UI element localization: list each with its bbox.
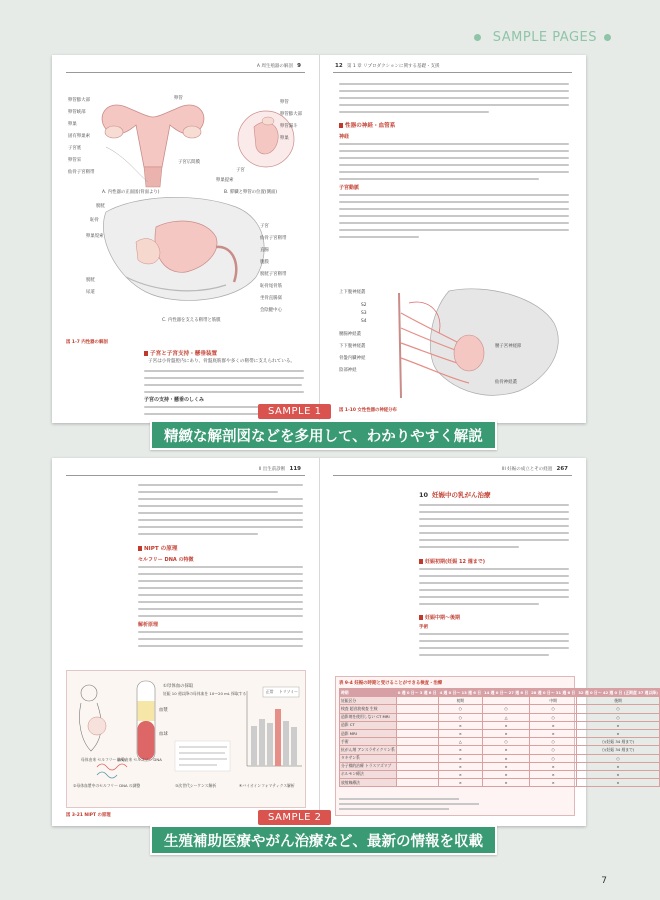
table-cell: ○: [530, 754, 577, 762]
row-label: 造影 CT: [340, 721, 397, 729]
table-cell: [396, 713, 438, 721]
table-cell: [396, 762, 438, 770]
table-header: 28 週 0 日〜 31 週 6 日: [530, 689, 577, 697]
nipt-label-3: 血球: [159, 732, 168, 737]
nipt-label-2: 血漿: [159, 708, 168, 713]
table-row: [340, 713, 660, 721]
table-cell: ○: [530, 738, 577, 746]
table-cell: ×: [577, 779, 660, 787]
table-row: [340, 779, 660, 787]
nipt-label-9: 正常: [266, 689, 274, 694]
table-cell: ×: [438, 746, 482, 754]
table-cell: [396, 779, 438, 787]
spread1-right-page: [319, 55, 586, 423]
nipt-label-7: ③次世代シーケンス解析: [175, 783, 217, 788]
section-heading: 性器の神経・血管系: [339, 121, 395, 129]
label-b-5: 卵巣提索: [216, 178, 234, 183]
table-cell: [396, 729, 438, 737]
spread2-right-page: [319, 458, 658, 826]
nipt-label-0: ①母体血の採取: [163, 684, 194, 689]
table-cell: ×: [577, 721, 660, 729]
table-cell: [396, 754, 438, 762]
table-row: [340, 770, 660, 778]
section-heading: 子宮と子宮支持・懸垂装置: [144, 349, 217, 357]
label-a-0: 卵管膨大部: [68, 98, 90, 103]
table-cell: ○: [438, 713, 482, 721]
nerve-label-3: S4: [361, 319, 367, 324]
table-cell: ×: [438, 762, 482, 770]
fig-c-caption: C. 内性器を支える靭帯と筋膜: [162, 318, 221, 323]
table-cell: ○(妊娠 34 週まで): [577, 738, 660, 746]
dot-icon: [474, 34, 481, 41]
dot-icon: [604, 34, 611, 41]
table-header: 時期: [340, 689, 397, 697]
row-label: 造影 MRI: [340, 729, 397, 737]
table-cell: ×: [438, 721, 482, 729]
mid-late-heading: 妊娠中期〜後期: [419, 614, 460, 621]
label-a-5: 卵管采: [68, 158, 82, 163]
nerve-figure: [339, 283, 571, 403]
table-cell: ×: [577, 762, 660, 770]
table-cell: ×: [483, 770, 530, 778]
sample-2-tag: SAMPLE 2: [258, 810, 331, 825]
table-cell: ×: [530, 721, 577, 729]
table-header: 32 週 0 日〜 42 週 0 日 (正期産 37 週以降): [577, 689, 660, 697]
table-cell: ×: [483, 729, 530, 737]
table-cell: ×: [438, 779, 482, 787]
label-c-4: 仙骨子宮靭帯: [260, 236, 287, 241]
table-cell: ×: [438, 729, 482, 737]
label-c-1: 恥骨: [90, 218, 99, 223]
table-row: [340, 705, 660, 713]
table-cell: ○: [483, 738, 530, 746]
nerve-label-0: 上下腹神経叢: [339, 290, 366, 295]
row-label: 検査 超音波検査 生検: [340, 705, 397, 713]
row-label: 妊娠区分: [340, 697, 397, 705]
table-cell: ×: [577, 770, 660, 778]
table-header: 14 週 0 日〜 27 週 6 日: [483, 689, 530, 697]
table-cell: 初期: [438, 697, 482, 705]
label-a-1: 卵管峡部: [68, 110, 86, 115]
nipt-label-8: ④バイオインフォマティクス解析: [239, 783, 295, 788]
table-cell: [396, 770, 438, 778]
table-cell: [396, 746, 438, 754]
sub-heading-artery: 子宮動脈: [339, 185, 360, 191]
label-b-4: 子宮: [236, 168, 245, 173]
table-cell: [396, 697, 438, 705]
label-a-4: 子宮底: [68, 146, 82, 151]
label-b-3: 卵巣: [280, 136, 289, 141]
nipt-principle-heading: NIPT の原理: [138, 544, 177, 552]
table-cell: ×: [483, 721, 530, 729]
table-cell: ×: [577, 729, 660, 737]
sample-spread-2: [52, 458, 658, 826]
sub-heading-nerve: 神経: [339, 134, 350, 140]
fig-b-caption: B. 膵臓と卵管の位置(側面): [224, 190, 278, 195]
surgery-heading: 手術: [419, 625, 429, 630]
cfdna-heading: セルフリー DNA の特徴: [138, 557, 194, 563]
table-cell: ○: [438, 705, 482, 713]
table-cell: 後期: [577, 697, 660, 705]
row-label: 放射線療法: [340, 779, 397, 787]
table-caption: 表 9-4 妊娠の時期と受けることができる検査・治療: [339, 681, 443, 686]
nerve-label-2: S3: [361, 311, 367, 316]
table-cell: ○: [483, 705, 530, 713]
label-c-3: 子宮: [260, 224, 269, 229]
table-header: 4 週 0 日〜 13 週 6 日: [438, 689, 482, 697]
nipt-label-1: 妊娠 10 週以降の母体血を 10〜20 mL 採取する: [163, 691, 247, 696]
table-row: [340, 697, 660, 705]
figure-caption: 図 1-10 女性性器の神経分布: [339, 408, 397, 413]
nerve-label-4: 腰腸神経叢: [339, 332, 361, 337]
table-cell: ×: [530, 770, 577, 778]
nerve-label-9: 仙骨神経叢: [495, 380, 517, 385]
table-row: [340, 754, 660, 762]
row-label: 手術: [340, 738, 397, 746]
analysis-heading: 解析原理: [138, 622, 159, 628]
table-cell: ×: [483, 746, 530, 754]
sample-pages-header: [0, 30, 637, 52]
table-cell: [483, 697, 530, 705]
table-cell: ×: [530, 729, 577, 737]
table-cell: ×: [438, 754, 482, 762]
running-head: A 周生殖器の解剖 9: [256, 63, 301, 69]
table-row: [340, 746, 660, 754]
row-label: 抗がん剤 アンスラサイクリン系: [340, 746, 397, 754]
row-label: ホルモン療法: [340, 770, 397, 778]
spread1-left-page: [52, 55, 319, 423]
header-title: SAMPLE PAGES: [492, 30, 597, 45]
table-cell: ○: [577, 713, 660, 721]
running-head: 12 第 1 章 リプロダクションに関する基礎・支援: [335, 63, 440, 69]
table-cell: ×: [483, 762, 530, 770]
label-b-1: 卵管膨大部: [280, 112, 302, 117]
label-a-2: 卵巣: [68, 122, 77, 127]
label-c-7: 膀胱子宮靭帯: [260, 272, 287, 277]
label-a-3: 固有卵巣索: [68, 134, 90, 139]
table-cell: ○: [577, 754, 660, 762]
sample-1-tag: SAMPLE 1: [258, 404, 331, 419]
sample-spread-1: [52, 55, 586, 423]
table-cell: [396, 705, 438, 713]
table-row: [340, 762, 660, 770]
anatomy-figure: [66, 77, 306, 335]
sample-1-banner: 精緻な解剖図などを多用して、わかりやすく解説: [150, 420, 497, 450]
nipt-label-10: トリソミー: [279, 689, 298, 694]
early-pregnancy-heading: 妊娠初期(妊娠 12 週まで): [419, 558, 485, 565]
nerve-label-5: 下下腹神経叢: [339, 344, 366, 349]
table-cell: ×: [530, 762, 577, 770]
nipt-label-6: ②母体血漿中のセルフリー DNA の調整: [73, 783, 141, 788]
label-c-0: 膀胱: [96, 204, 105, 209]
page-number: 7: [601, 876, 607, 886]
table-cell: ○(妊娠 34 週まで): [577, 746, 660, 754]
table-cell: ○: [577, 705, 660, 713]
label-c-9: 尿道: [86, 290, 95, 295]
label-c-10: 恥骨尾骨筋: [260, 284, 282, 289]
nipt-label-5: 胎児由来 セルフリー DNA: [117, 757, 162, 762]
nerve-label-8: 腰子宮神経節: [495, 344, 522, 349]
label-a-6: 卵管: [174, 96, 183, 101]
table-row: [340, 721, 660, 729]
body-text: 子宮は小骨盤腔内にあり、骨盤底筋群や多くの靭帯に支えられている。: [148, 359, 296, 364]
row-label: 造影剤を使用しない CT MRI: [340, 713, 397, 721]
label-c-8: 膀胱: [86, 278, 95, 283]
table-cell: △: [438, 738, 482, 746]
figure-caption: 図 1-7 内性器の解剖: [66, 340, 108, 345]
label-c-2: 卵巣堤索: [86, 234, 104, 239]
label-a-7: 子宮広間膜: [178, 160, 200, 165]
treatment-table: [339, 688, 660, 787]
table-row: [340, 738, 660, 746]
table-cell: 中期: [530, 697, 577, 705]
row-label: タキサン系: [340, 754, 397, 762]
label-a-8: 仙骨子宮靭帯: [68, 170, 95, 175]
nipt-label-4: 母体由来 セルフリー DNA: [81, 757, 126, 762]
spread2-left-page: [52, 458, 319, 826]
breast-cancer-heading: 10 妊娠中の乳がん治療: [419, 491, 491, 499]
label-c-5: 直腸: [260, 248, 269, 253]
table-cell: [396, 738, 438, 746]
nerve-label-1: S2: [361, 303, 367, 308]
table-header: 0 週 0 日〜 3 週 6 日: [396, 689, 438, 697]
figure-caption: 図 3-21 NIPT の原理: [66, 813, 111, 818]
table-row: [340, 729, 660, 737]
table-cell: ○: [530, 705, 577, 713]
table-cell: ×: [530, 779, 577, 787]
label-b-2: 卵管漏斗: [280, 124, 298, 129]
table-cell: ×: [438, 770, 482, 778]
table-cell: ○: [530, 746, 577, 754]
sub-heading: 子宮の支持・懸垂のしくみ: [144, 397, 205, 403]
running-head: III 妊娠の成立とその経過 267: [501, 466, 568, 472]
label-c-6: 腹膜: [260, 260, 269, 265]
row-label: 分子標的治療 トラスツズマブ: [340, 762, 397, 770]
nerve-label-6: 骨盤内臓神経: [339, 356, 366, 361]
sample-2-banner: 生殖補助医療やがん治療など、最新の情報を収載: [150, 825, 497, 855]
nerve-illustration: [339, 283, 571, 403]
table-cell: [396, 721, 438, 729]
table-cell: △: [483, 713, 530, 721]
fig-a-caption: A. 内性器の正面図(背面より): [102, 190, 160, 195]
table-cell: ×: [483, 754, 530, 762]
label-b-0: 卵管: [280, 100, 289, 105]
running-head: II 出生前診断 119: [258, 466, 301, 472]
label-c-12: 会陰腱中心: [260, 308, 282, 313]
table-cell: ○: [530, 713, 577, 721]
nipt-figure: [66, 670, 306, 808]
nerve-label-7: 陰部神経: [339, 368, 357, 373]
label-c-11: 坐骨直腸窩: [260, 296, 282, 301]
table-cell: ×: [483, 779, 530, 787]
